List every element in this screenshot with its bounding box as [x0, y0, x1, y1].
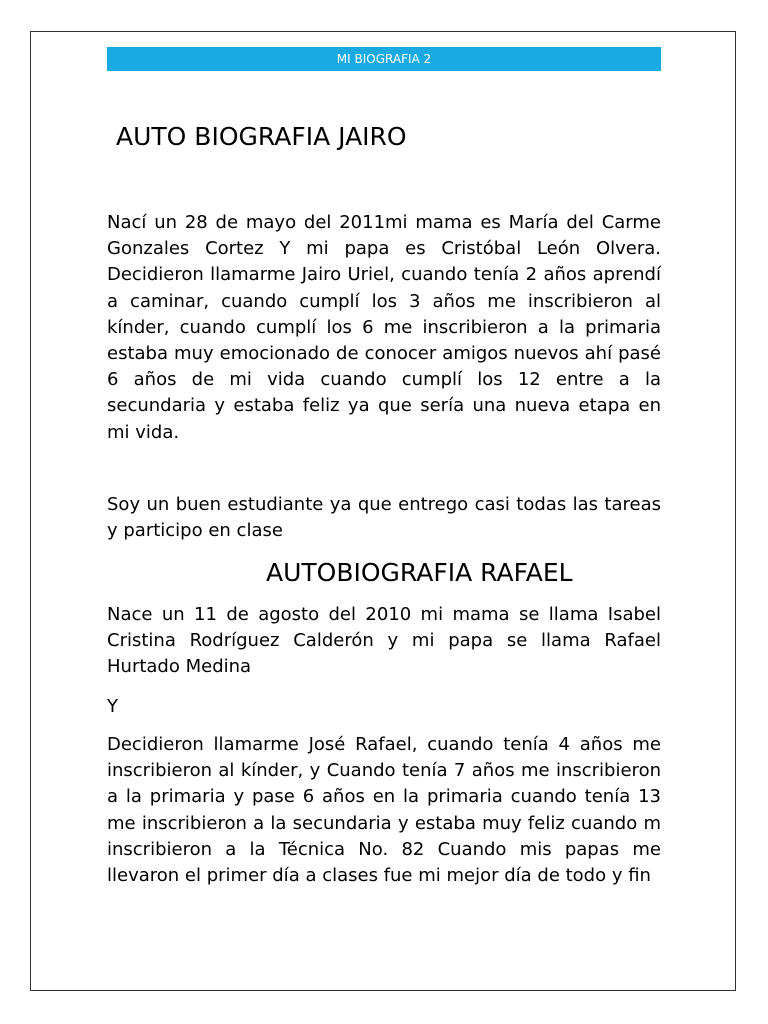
document-page: [30, 31, 736, 991]
page-header-bar: [107, 47, 661, 71]
paragraph-rafael-birth: Nace un 11 de agosto del 2010 mi mama se llama Isabel Cristina Rodríguez Calderón y mi papa se llama Rafael Hurtado Medina: [107, 604, 661, 678]
section-title-jairo: AUTO BIOGRAFIA JAIRO: [116, 122, 407, 151]
header-label: MI BIOGRAFIA 2: [336, 52, 432, 66]
paragraph-jairo-biography: Nací un 28 de mayo del 2011mi mama es María del Carme Gonzales Cortez Y mi papa es Cristóbal León Olvera. Decidieron llamarme Jairo Uriel, cuando tenía 2 años aprendí a caminar, cuando cumplí los 3 años me inscribieron al kínder, cuando cumplí los 6 me inscribieron a la primaria estaba muy emocionado de conocer amigos nuevos ahí pasé 6 años de mi vida cuando cumplí los 12 entre a la secundaria y estaba feliz ya que sería una nueva etapa en mi vida.: [107, 212, 661, 443]
paragraph-rafael-y: Y: [107, 696, 118, 717]
paragraph-jairo-student: Soy un buen estudiante ya que entrego casi todas las tareas y participo en clase: [107, 494, 661, 542]
paragraph-rafael-biography: Decidieron llamarme José Rafael, cuando tenía 4 años me inscribieron al kínder, y Cuando tenía 7 años me inscribieron a la primaria y pase 6 años en la primaria cuando tenía 13 me inscribieron a la secundaria y estaba muy feliz cuando m inscribieron a la Técnica No. 82 Cuando mis papas me llevaron el primer día a clases fue mi mejor día de todo y fin: [107, 734, 661, 887]
section-title-rafael: AUTOBIOGRAFIA RAFAEL: [266, 558, 573, 587]
